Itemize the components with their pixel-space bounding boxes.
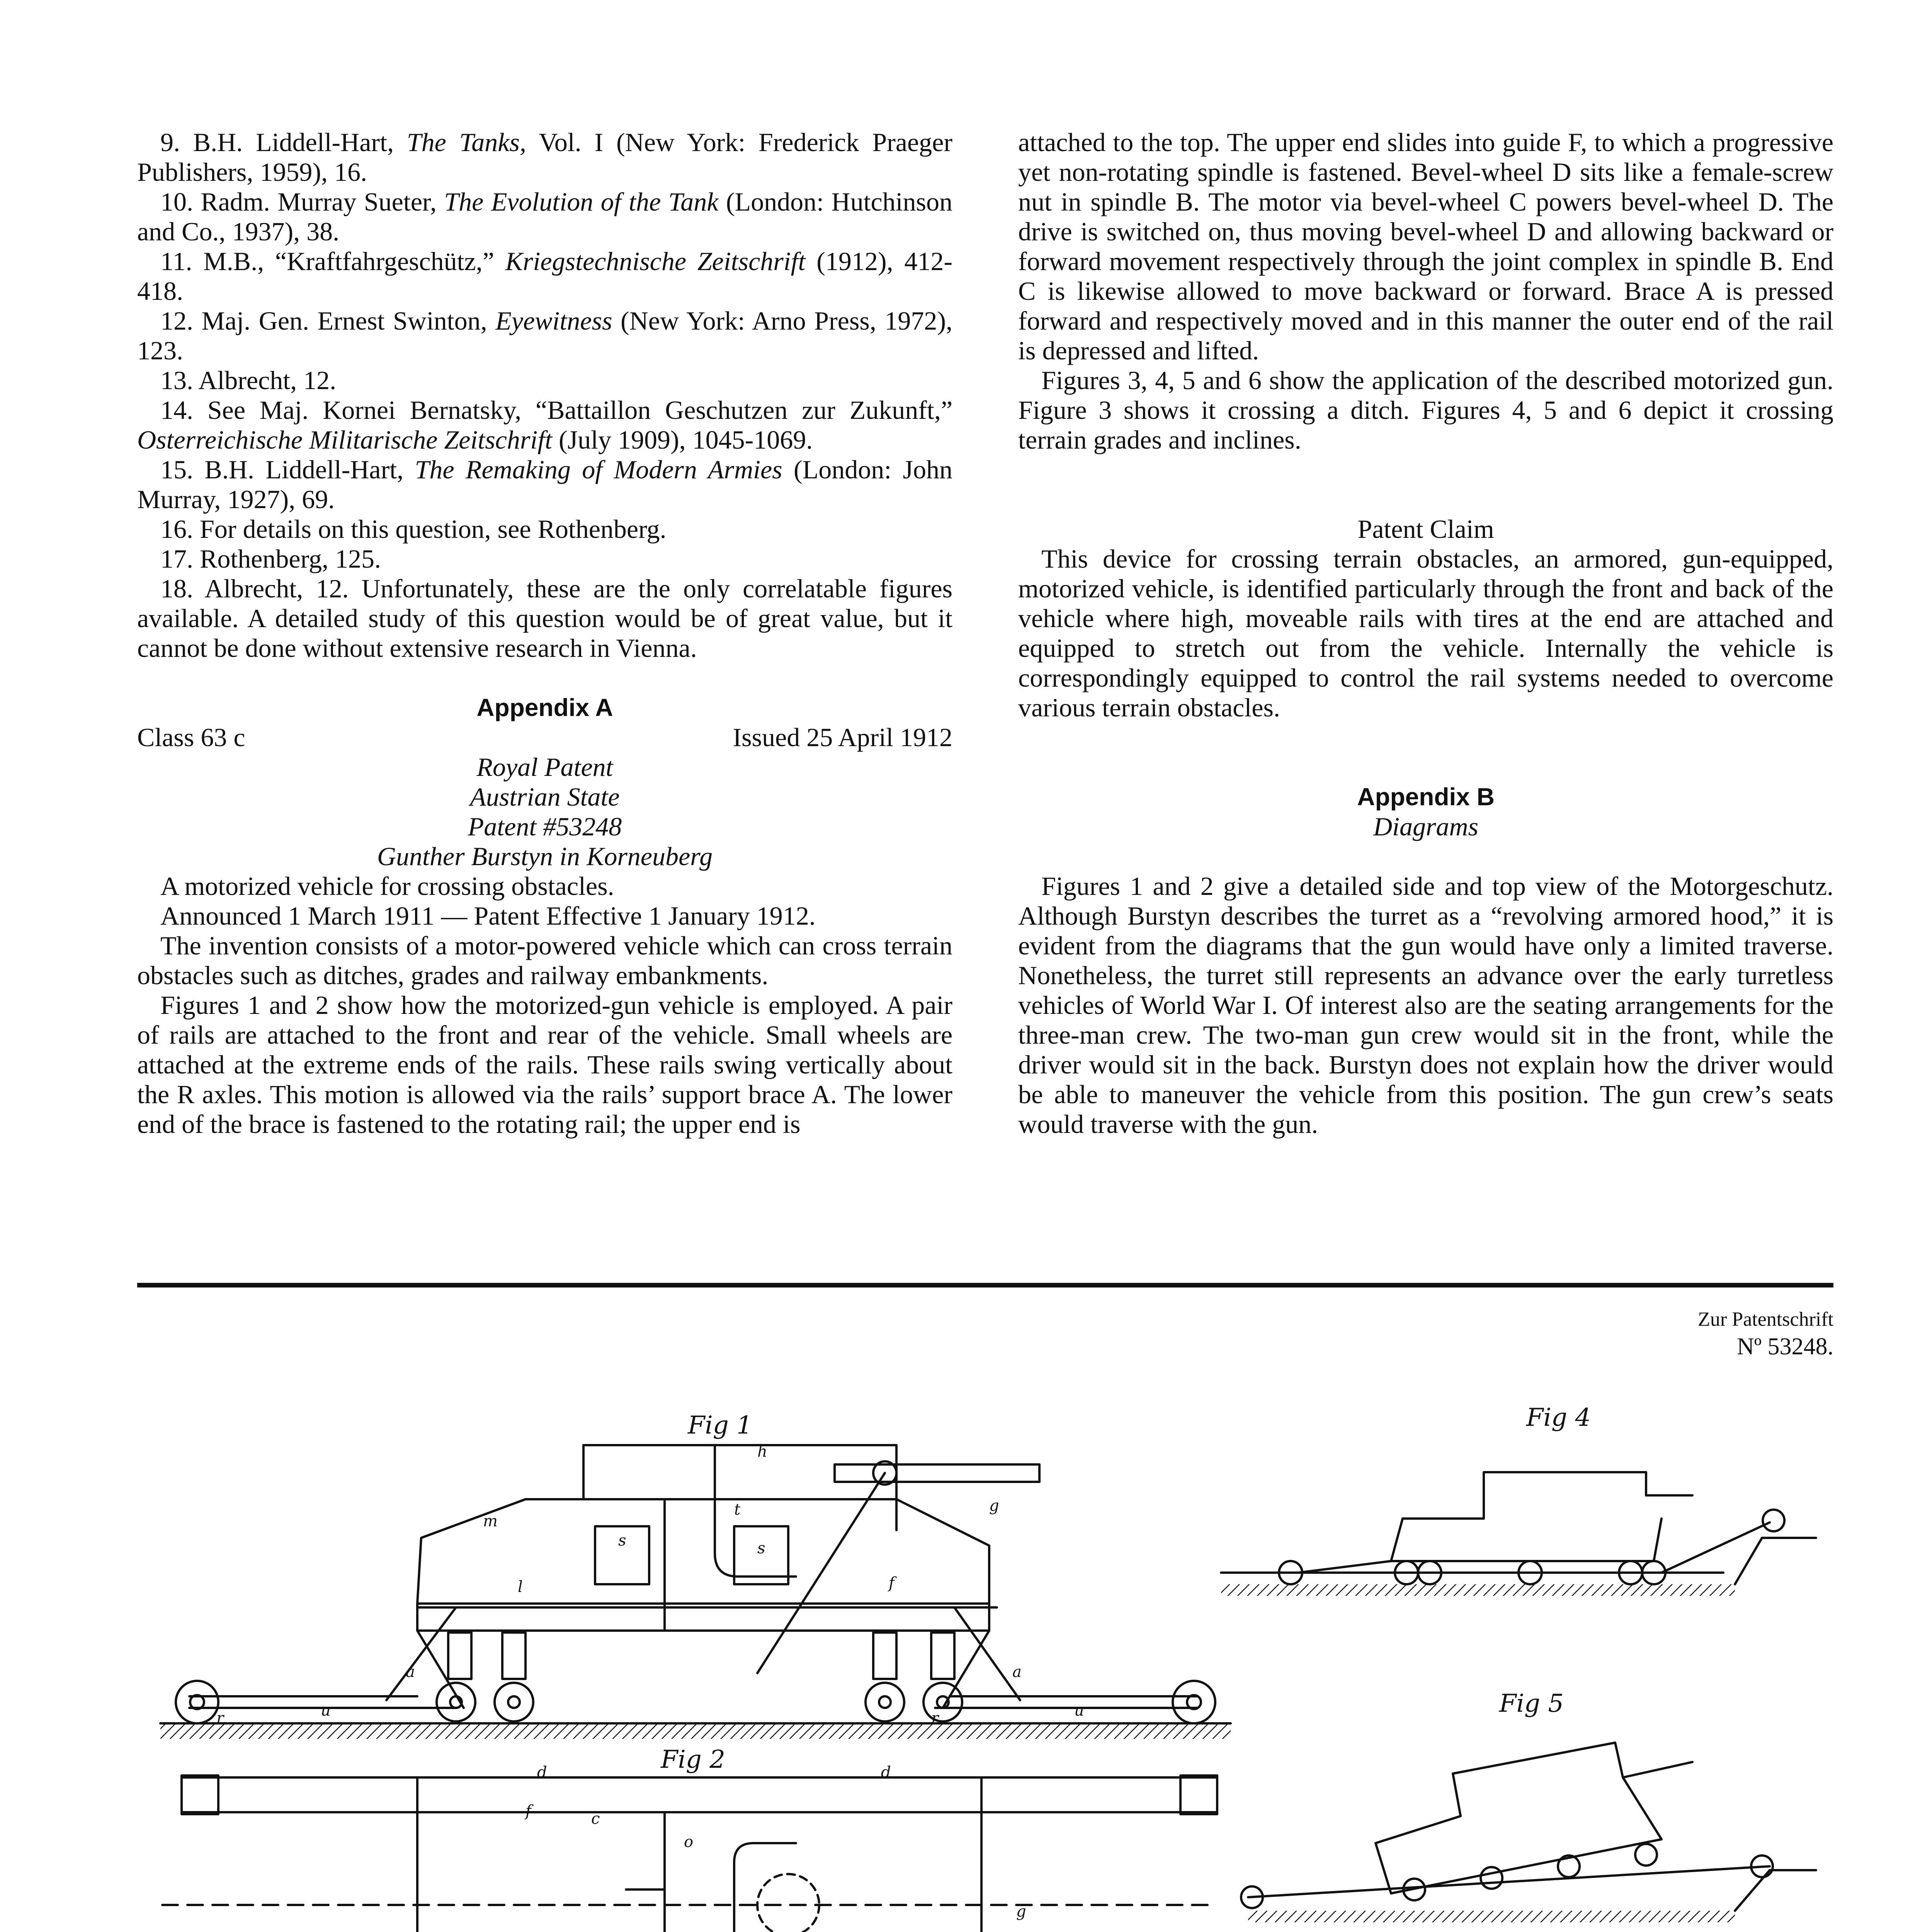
endnote: 17. Rothenberg, 125. — [160, 544, 381, 573]
issued-date: Issued 25 April 1912 — [733, 723, 952, 752]
appendix-b-subheading: Diagrams — [1373, 812, 1479, 841]
figure-letter: g — [1016, 1903, 1026, 1920]
figure-letter: a — [406, 1663, 415, 1681]
class-label: Class 63 c — [137, 723, 245, 752]
figure-letter: t — [734, 1501, 741, 1519]
figure-letter: u — [321, 1702, 331, 1719]
endnote: 15. B.H. Liddell-Hart, The Remaking of Modern Armies (London: John Murray, 1927), 69. — [137, 455, 952, 514]
patent-line-4: Gunther Burstyn in Korneuberg — [377, 842, 713, 871]
endnote: 12. Maj. Gen. Ernest Swinton, Eyewitness (New York: Arno Press, 1972), 123. — [137, 306, 952, 365]
figure-letter: a — [1012, 1663, 1022, 1681]
figure-letter: o — [684, 1833, 694, 1851]
figure-letter: g — [989, 1497, 999, 1515]
figure-letter: c — [591, 1810, 600, 1828]
figure-letters — [216, 1443, 1084, 1920]
right-p2: Figures 3, 4, 5 and 6 show the application of the described motorized gun. Figure 3 shows it crossing a ditch. Figures 4, 5 and 6 depict it crossing terrain grades and inclines. — [1018, 366, 1833, 454]
appendix-a-heading: Appendix A — [476, 694, 613, 721]
endnote: 14. See Maj. Kornei Bernatsky, “Battaillon Geschutzen zur Zukunft,” Osterreichische Militarische Zeitschrift (July 1909), 1045-1069. — [137, 395, 952, 454]
patent-claim-text: This device for crossing terrain obstacles, an armored, gun-equipped, motorized vehicle, is identified particularly through the front and back of the vehicle where high, moveable rails with tires at the end are attached and equipped to stretch out from the vehicle. Internally the vehicle is correspondingly equipped to control the rail systems needed to overcome various terrain obstacles. — [1018, 544, 1833, 722]
endnote: 11. M.B., “Kraftfahrgeschütz,” Kriegstechnische Zeitschrift (1912), 412-418. — [137, 247, 952, 306]
figure-letter: f — [889, 1574, 895, 1592]
endnote: 18. Albrecht, 12. Unfortunately, these are the only correlatable figures available. A detailed study of this question would be of great value, but it cannot be done without extensive research in Vienna. — [137, 574, 952, 663]
fig5-label: Fig 5 — [1499, 1689, 1564, 1718]
patent-line-3: Patent #53248 — [468, 812, 622, 841]
endnote: 13. Albrecht, 12. — [160, 366, 337, 395]
appendix-a-p4: Figures 1 and 2 show how the motorized-gun vehicle is employed. A pair of rails are attached to the front and rear of the vehicle. Small wheels are attached at the extreme ends of the rails. These rails swing vertically about the R axles. This motion is allowed via the rails’ support brace A. The lower end of the brace is fastened to the rotating rail; the upper end is — [137, 990, 952, 1139]
patent-ref-number: Nº 53248. — [1737, 1333, 1833, 1360]
endnote: 10. Radm. Murray Sueter, The Evolution of the Tank (London: Hutchinson and Co., 1937), 38. — [137, 187, 952, 246]
appendix-a-p2: Announced 1 March 1911 — Patent Effective 1 January 1912. — [160, 901, 816, 930]
patent-line-1: Royal Patent — [476, 752, 613, 782]
appendix-a-p3: The invention consists of a motor-powered vehicle which can cross terrain obstacles such as ditches, grades and railway embankments. — [137, 931, 952, 990]
figure-letter: f — [526, 1802, 531, 1820]
figure-letter: m — [483, 1512, 498, 1530]
figure-letter: h — [757, 1443, 767, 1461]
figure-letter: l — [518, 1578, 523, 1596]
figure-letter: d — [881, 1764, 891, 1781]
figure-letter: s — [618, 1532, 626, 1549]
endnote: 9. B.H. Liddell-Hart, The Tanks, Vol. I (New York: Frederick Praeger Publishers, 1959), 16. — [137, 128, 952, 187]
endnote: 16. For details on this question, see Rothenberg. — [160, 514, 667, 544]
figure-4 — [1221, 1403, 1816, 1596]
fig2-label: Fig 2 — [661, 1745, 725, 1774]
figure-letter: d — [537, 1764, 547, 1781]
figure-letter: s — [757, 1539, 765, 1557]
patent-claim-heading: Patent Claim — [1357, 514, 1494, 544]
appendix-b-text: Figures 1 and 2 give a detailed side and top view of the Motorgeschutz. Although Burstyn describes the turret as a “revolving armored hood,” it is evident from the diagrams that the gun would have only a limited traverse. Nonetheless, the turret still represents an advance over the early turretless vehicles of World War I. Of interest also are the seating arrangements for the three-man crew. The two-man gun crew would sit in the front, while the driver would sit in the back. Burstyn does not explain how the driver would be able to maneuver the vehicle from this position. The gun crew’s seats would traverse with the gun. — [1018, 871, 1833, 1139]
patent-line-2: Austrian State — [470, 782, 620, 811]
figure-letter: r — [216, 1709, 224, 1727]
figure-1-side-view — [160, 1411, 1231, 1739]
appendix-b-heading: Appendix B — [1357, 783, 1495, 811]
appendix-a-p1: A motorized vehicle for crossing obstacles. — [160, 871, 614, 901]
fig1-label: Fig 1 — [688, 1411, 752, 1440]
patent-ref-line1: Zur Patentschrift — [1698, 1308, 1833, 1330]
fig4-label: Fig 4 — [1526, 1403, 1591, 1432]
figure-letter: u — [1074, 1702, 1084, 1719]
figure-5 — [1241, 1689, 1816, 1922]
figure-letter: r — [931, 1709, 939, 1727]
right-p1: attached to the top. The upper end slides into guide F, to which a progressive yet non-rotating spindle is fastened. Bevel-wheel D sits like a female-screw nut in spindle B. The motor via bevel-wheel C powers bevel-wheel D. The drive is switched on, thus moving bevel-wheel D and allowing backward or forward movement respectively through the joint complex in spindle B. End C is likewise allowed to move backward or forward. Brace A is pressed forward and respectively moved and in this manner the outer end of the rail is depressed and lifted. — [1018, 128, 1833, 365]
